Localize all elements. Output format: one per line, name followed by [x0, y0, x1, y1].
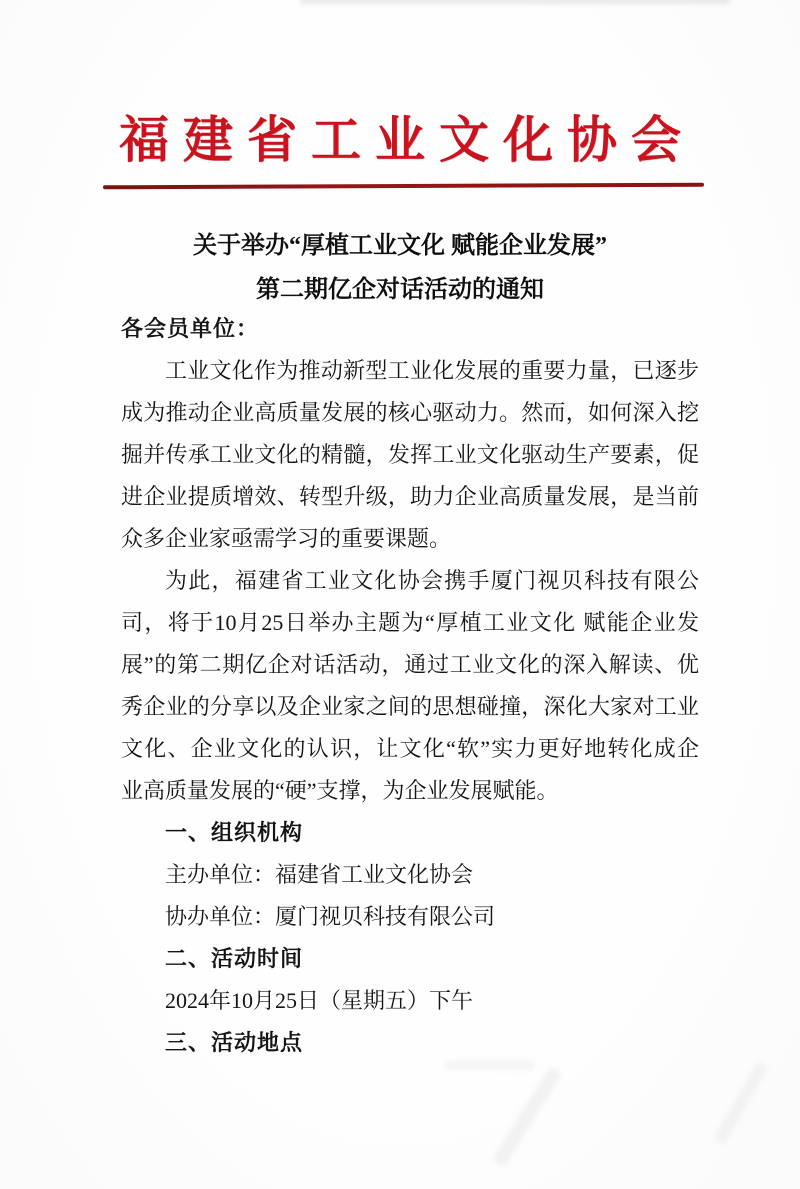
paragraph-2-line: 为此，福建省工业文化协会携手厦门视贝科技有限公 [165, 568, 699, 593]
paragraph-2-line: 司，将于10月25日举办主题为“厚植工业文化 赋能企业发 [121, 610, 699, 635]
letterhead [0, 108, 800, 172]
document-body [121, 308, 699, 1064]
paragraph-1-line: 掘并传承工业文化的精髓，发挥工业文化驱动生产要素，促 [121, 442, 699, 467]
paragraph-1-line: 众多企业家亟需学习的重要课题。 [121, 526, 452, 551]
host-unit-line: 主办单位：福建省工业文化协会 [165, 862, 474, 887]
paragraph-2-line: 展”的第二期亿企对话活动，通过工业文化的深入解读、优 [121, 652, 699, 677]
paragraph-1-line: 进企业提质增效、转型升级，助力企业高质量发展，是当前 [121, 484, 699, 509]
organization-name: 福建省工业文化协会 [119, 112, 695, 168]
bleed-through-artifact [492, 1067, 562, 1168]
paragraph-2-line: 业高质量发展的“硬”支撑，为企业发展赋能。 [121, 778, 559, 803]
paragraph-2-line: 文化、企业文化的认识，让文化“软”实力更好地转化成企 [121, 736, 699, 761]
salutation-line: 各会员单位： [121, 316, 260, 341]
paragraph-1-line: 工业文化作为推动新型工业化发展的重要力量，已逐步 [165, 358, 699, 383]
letterhead-rule [103, 183, 704, 190]
section-heading-location: 三、活动地点 [165, 1030, 304, 1055]
co-organizer-line: 协办单位：厦门视贝科技有限公司 [165, 904, 496, 929]
event-date-line: 2024年10月25日（星期五）下午 [165, 988, 474, 1013]
bleed-through-artifact [713, 1061, 768, 1145]
notice-title-line-1: 关于举办“厚植工业文化 赋能企业发展” [193, 233, 607, 259]
scan-artifact-top-edge [300, 0, 730, 4]
paragraph-1-line: 成为推动企业高质量发展的核心驱动力。然而，如何深入挖 [121, 400, 699, 425]
section-heading-organization: 一、组织机构 [165, 820, 304, 845]
notice-title [0, 224, 800, 312]
paragraph-2-line: 秀企业的分享以及企业家之间的思想碰撞，深化大家对工业 [121, 694, 699, 719]
notice-title-line-2: 第二期亿企对话活动的通知 [256, 277, 544, 303]
section-heading-time: 二、活动时间 [165, 946, 304, 971]
